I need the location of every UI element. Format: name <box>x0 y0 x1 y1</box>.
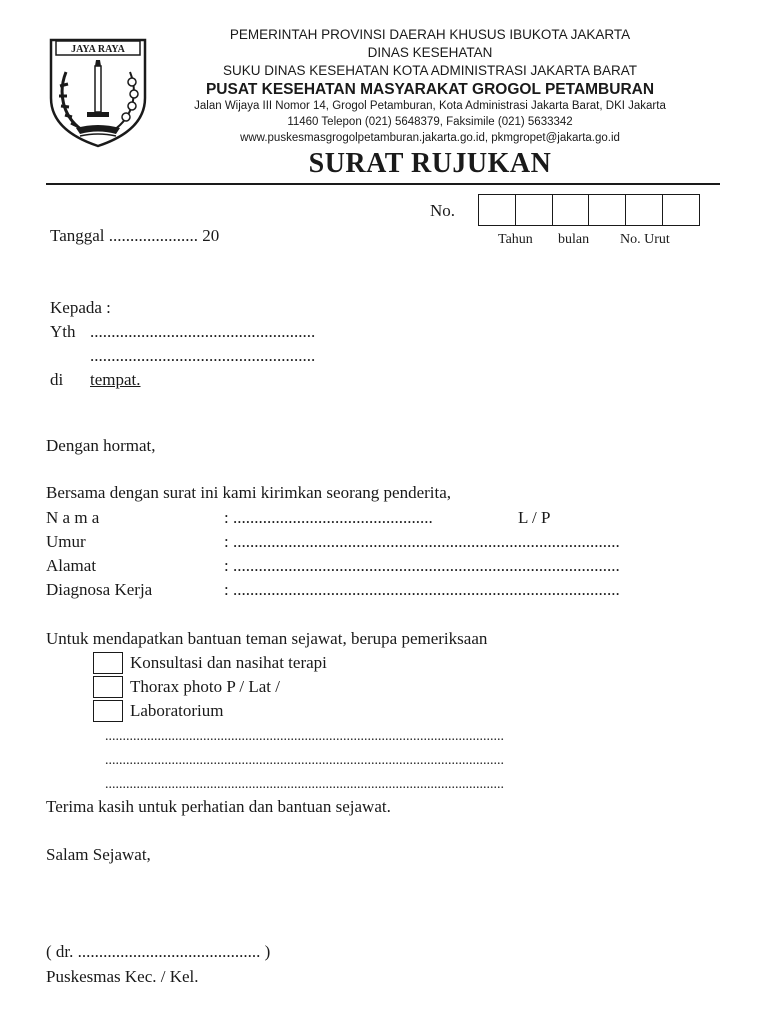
patient-diagnosis-label: Diagnosa Kerja <box>46 580 153 599</box>
intro-text: Bersama dengan surat ini kami kirimkan seorang penderita, <box>46 483 452 502</box>
letterhead-department: DINAS KESEHATAN <box>367 45 493 60</box>
patient-gender[interactable]: L / P <box>518 508 551 527</box>
date-line: Tanggal ..................... 20 <box>50 226 220 245</box>
number-boxes[interactable] <box>478 194 700 226</box>
recipient-tempat: tempat. <box>90 370 141 389</box>
request-intro: Untuk mendapatkan bantuan teman sejawat, berupa pemeriksaan <box>46 629 488 648</box>
patient-name-label: N a m a <box>46 508 100 527</box>
signature-unit: Puskesmas Kec. / Kel. <box>46 967 199 986</box>
number-box-cell[interactable] <box>479 195 516 225</box>
checkbox-thorax[interactable] <box>93 676 123 698</box>
letterhead-phone: 11460 Telepon (021) 5648379, Faksimile (021) 5633342 <box>287 116 573 128</box>
patient-name-field[interactable]: : ............................................... <box>224 508 433 527</box>
request-notes-line-3[interactable]: .................................................................................................................. <box>105 777 504 792</box>
letterhead-institution: PUSAT KESEHATAN MASYARAKAT GROGOL PETAMBURAN <box>205 81 655 98</box>
option-thorax: Thorax photo P / Lat / <box>130 677 280 696</box>
number-box-cell[interactable] <box>626 195 663 225</box>
number-label: No. <box>430 201 456 220</box>
thanks-text: Terima kasih untuk perhatian dan bantuan sejawat. <box>46 797 391 816</box>
number-box-cell[interactable] <box>663 195 699 225</box>
patient-address-label: Alamat <box>46 556 97 575</box>
number-box-cell[interactable] <box>516 195 553 225</box>
recipient-yth-label: Yth <box>50 322 76 341</box>
letterhead-government: PEMERINTAH PROVINSI DAERAH KHUSUS IBUKOTA JAKARTA <box>229 27 631 42</box>
option-laboratorium: Laboratorium <box>130 701 224 720</box>
request-notes-line-2[interactable]: .................................................................................................................. <box>105 753 504 768</box>
patient-address-field[interactable]: : ........................................................................................... <box>224 556 620 575</box>
number-sub-month: bulan <box>558 232 590 247</box>
recipient-name-field-2[interactable]: ..................................................... <box>90 346 316 365</box>
patient-age-field[interactable]: : ........................................................................................... <box>224 532 620 551</box>
checkbox-konsultasi[interactable] <box>93 652 123 674</box>
letterhead-web-email: www.puskesmasgrogolpetamburan.jakarta.go.id, pkmgropet@jakarta.go.id <box>240 132 620 144</box>
number-sub-seq: No. Urut <box>620 232 670 247</box>
number-sub-year: Tahun <box>498 232 533 247</box>
emblem-banner-text: JAYA RAYA <box>71 44 125 55</box>
recipient-di-label: di <box>50 370 64 389</box>
request-notes-line-1[interactable]: .................................................................................................................. <box>105 729 504 744</box>
number-box-cell[interactable] <box>589 195 626 225</box>
recipient-name-field[interactable]: ..................................................... <box>90 322 316 341</box>
patient-age-label: Umur <box>46 532 86 551</box>
recipient-kepada: Kepada : <box>50 298 111 317</box>
letterhead-address: Jalan Wijaya III Nomor 14, Grogol Petamburan, Kota Administrasi Jakarta Barat, DKI Jakarta <box>194 100 666 112</box>
header-divider <box>46 183 720 185</box>
patient-diagnosis-field[interactable]: : ........................................................................................... <box>224 580 620 599</box>
closing-text: Salam Sejawat, <box>46 845 151 864</box>
letterhead-sub-department: SUKU DINAS KESEHATAN KOTA ADMINISTRASI JAKARTA BARAT <box>222 63 638 78</box>
jaya-raya-emblem <box>46 36 150 148</box>
option-konsultasi: Konsultasi dan nasihat terapi <box>130 653 327 672</box>
checkbox-laboratorium[interactable] <box>93 700 123 722</box>
signature-doctor[interactable]: ( dr. ........................................... ) <box>46 942 271 961</box>
document-title: SURAT RUJUKAN <box>308 148 552 179</box>
greeting: Dengan hormat, <box>46 436 156 455</box>
number-box-cell[interactable] <box>553 195 590 225</box>
